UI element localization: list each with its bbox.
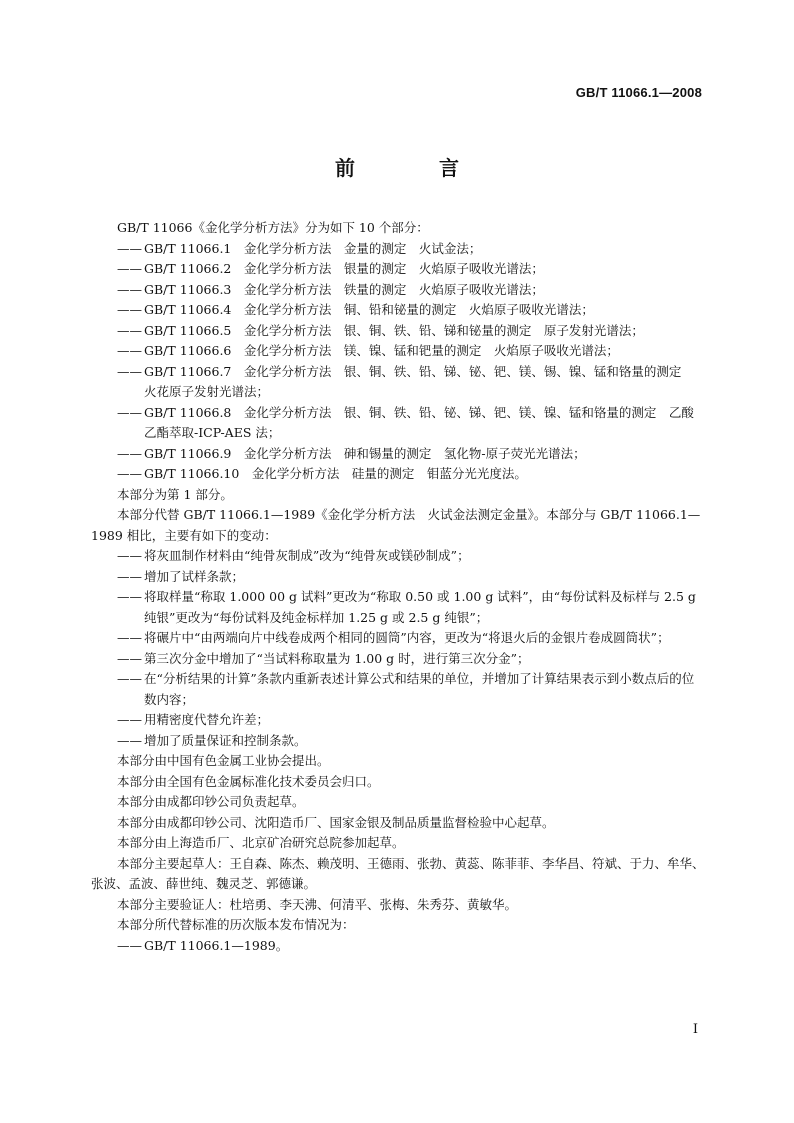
- part-item: [91, 464, 706, 485]
- note-paragraph: 本部分由全国有色金属标准化技术委员会归口。: [117, 773, 380, 789]
- part-item: [91, 239, 706, 260]
- dash-marker: ——: [117, 302, 142, 317]
- dash-marker: ——: [117, 548, 142, 563]
- part-item: [91, 444, 706, 465]
- change-item-text: 将取样量“称取 1.000 00 g 试料”更改为“称取 0.50 或 1.00 g 试料”，由“每份试料及标样与 2.5 g 纯银”更改为“每份试料及纯金标样加 1.25 g 或 2.5 g 纯银”；: [144, 589, 696, 625]
- part-note: 本部分为第 1 部分。: [117, 486, 233, 502]
- dash-marker: ——: [117, 937, 142, 953]
- parts-list: [91, 239, 706, 485]
- part-item: [91, 259, 706, 280]
- intro-paragraph: GB/T 11066《金化学分析方法》分为如下 10 个部分：: [117, 220, 429, 235]
- part-item: [91, 403, 706, 444]
- dash-marker: ——: [117, 322, 142, 338]
- notes-list: [91, 751, 706, 936]
- change-item: [91, 546, 706, 567]
- part-item: [91, 280, 706, 301]
- part-item-text: GB/T 11066.7 金化学分析方法 银、铜、铁、铅、锑、铋、钯、镁、锡、镍、锰和铬量的测定 火花原子发射光谱法；: [144, 363, 694, 399]
- page-number: I: [692, 1022, 698, 1037]
- part-item-text: GB/T 11066.10 金化学分析方法 硅量的测定 钼蓝分光光度法。: [144, 466, 527, 481]
- note-paragraph: 本部分由成都印钞公司负责起草。: [117, 794, 305, 809]
- change-item-text: 将灰皿制作材料由“纯骨灰制成”改为“纯骨灰或镁砂制成”；: [144, 548, 470, 563]
- part-item-text: GB/T 11066.1 金化学分析方法 金量的测定 火试金法；: [144, 240, 482, 256]
- dash-marker: ——: [117, 445, 142, 461]
- part-item-text: GB/T 11066.9 金化学分析方法 砷和锡量的测定 氢化物-原子荧光光谱法；: [144, 445, 586, 461]
- note-paragraph: 本部分由成都印钞公司、沈阳造币厂、国家金银及制品质量监督检验中心起草。: [117, 814, 555, 830]
- dash-marker: ——: [117, 343, 142, 358]
- part-item-text: GB/T 11066.8 金化学分析方法 银、铜、铁、铅、铋、锑、钯、镁、镍、锰和铬量的测定 乙酸乙酯萃取-ICP-AES 法；: [144, 404, 694, 440]
- history-item: [91, 936, 706, 957]
- note-paragraph: 本部分主要起草人：王自森、陈杰、赖茂明、王德雨、张勃、黄蕊、陈菲菲、李华昌、符斌、于力、牟华、张波、孟波、薛世纯、魏灵芝、郭德谦。: [91, 855, 705, 891]
- change-item: [91, 587, 706, 628]
- document-body: [91, 218, 706, 956]
- change-item: [91, 567, 706, 588]
- part-item: [91, 362, 706, 403]
- part-item-text: GB/T 11066.6 金化学分析方法 镁、镍、锰和钯量的测定 火焰原子吸收光谱法；: [144, 343, 619, 358]
- part-item-text: GB/T 11066.3 金化学分析方法 铁量的测定 火焰原子吸收光谱法；: [144, 281, 544, 297]
- change-item: [91, 710, 706, 731]
- change-item-text: 增加了质量保证和控制条款。: [144, 732, 307, 748]
- replace-note: 本部分代替 GB/T 11066.1—1989《金化学分析方法 火试金法测定金量》。本部分与 GB/T 11066.1—1989 相比，主要有如下的变动：: [91, 507, 701, 543]
- dash-marker: ——: [117, 363, 142, 379]
- history-item-text: GB/T 11066.1—1989。: [144, 937, 289, 953]
- note-paragraph: 本部分主要验证人：杜培勇、李天沸、何清平、张梅、朱秀芬、黄敏华。: [117, 896, 518, 912]
- part-item-text: GB/T 11066.4 金化学分析方法 铜、铅和铋量的测定 火焰原子吸收光谱法；: [144, 302, 594, 317]
- part-item: [91, 300, 706, 321]
- change-item-text: 在“分析结果的计算”条款内重新表述计算公式和结果的单位，并增加了计算结果表示到小数点后的位数内容；: [144, 671, 695, 707]
- history-list: [91, 936, 706, 957]
- part-item-text: GB/T 11066.5 金化学分析方法 银、铜、铁、铅、锑和铋量的测定 原子发射光谱法；: [144, 322, 644, 338]
- change-item: [91, 628, 706, 649]
- dash-marker: ——: [117, 568, 142, 584]
- part-item: [91, 341, 706, 362]
- change-item: [91, 649, 706, 670]
- page-title: 前 言: [335, 156, 491, 180]
- note-paragraph: 本部分由中国有色金属工业协会提出。: [117, 753, 330, 768]
- dash-marker: ——: [117, 466, 142, 481]
- note-paragraph: 本部分由上海造币厂、北京矿冶研究总院参加起草。: [117, 835, 405, 850]
- document-code: GB/T 11066.1—2008: [575, 85, 702, 100]
- part-item-text: GB/T 11066.2 金化学分析方法 银量的测定 火焰原子吸收光谱法；: [144, 261, 544, 276]
- part-item: [91, 321, 706, 342]
- dash-marker: ——: [117, 404, 142, 420]
- note-paragraph: 本部分所代替标准的历次版本发布情况为：: [117, 917, 355, 932]
- change-item-text: 将碾片中“由两端向片中线卷成两个相同的圆筒”内容，更改为“将退火后的金银片卷成圆筒状”；: [144, 630, 670, 645]
- dash-marker: ——: [117, 261, 142, 276]
- dash-marker: ——: [117, 281, 142, 297]
- change-item: [91, 669, 706, 710]
- change-item-text: 第三次分金中增加了“当试料称取量为 1.00 g 时，进行第三次分金”；: [144, 650, 530, 666]
- dash-marker: ——: [117, 732, 142, 748]
- dash-marker: ——: [117, 650, 142, 666]
- dash-marker: ——: [117, 712, 142, 727]
- changes-list: [91, 546, 706, 751]
- dash-marker: ——: [117, 630, 142, 645]
- dash-marker: ——: [117, 671, 142, 686]
- change-item: [91, 731, 706, 752]
- change-item-text: 增加了试样条款；: [144, 568, 245, 584]
- dash-marker: ——: [117, 589, 142, 604]
- dash-marker: ——: [117, 240, 142, 256]
- change-item-text: 用精密度代替允许差；: [144, 712, 270, 727]
